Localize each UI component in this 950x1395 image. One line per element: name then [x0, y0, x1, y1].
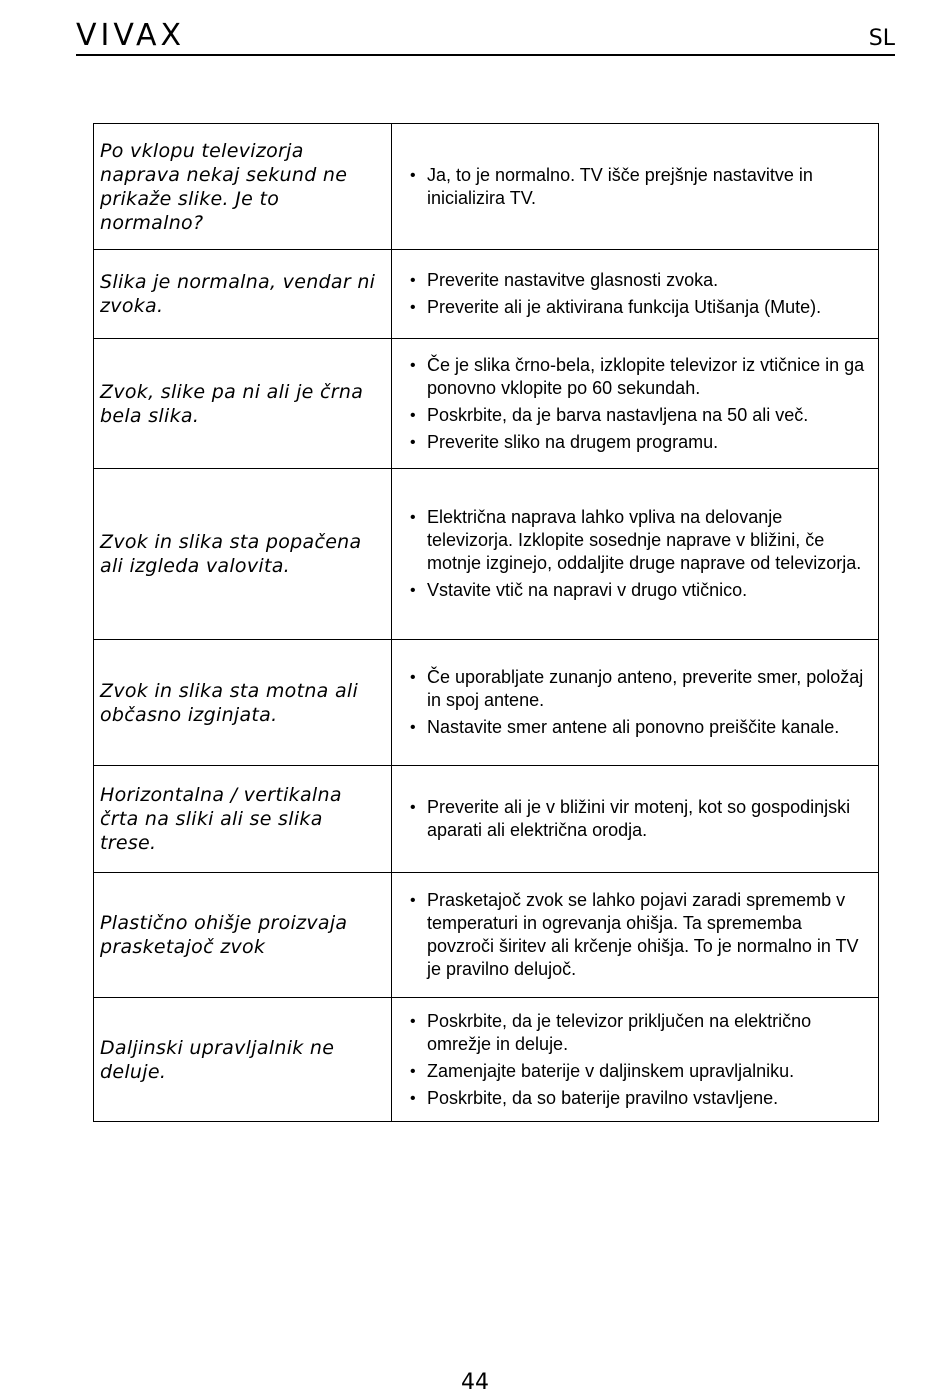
list-item: [410, 1087, 870, 1110]
list-item: [410, 354, 870, 400]
bullet-icon: •: [410, 433, 416, 451]
table-row: [94, 339, 879, 469]
bullet-icon: •: [410, 719, 416, 736]
brand-logo: VIVAX: [76, 18, 186, 53]
list-item: [410, 666, 870, 712]
bullet-icon: •: [410, 166, 416, 184]
bullet-icon: •: [410, 892, 416, 909]
solution-list: [410, 269, 870, 319]
page-header: [76, 16, 895, 56]
solution-text: Če je slika črno-bela, izklopite televizor iz vtičnice in ga ponovno vklopite po 60 sekundah.: [427, 354, 865, 398]
solution-cell: [392, 250, 879, 339]
list-item: [410, 1010, 870, 1056]
solution-list: [410, 164, 870, 210]
list-item: [410, 579, 870, 602]
solution-list: [410, 889, 870, 981]
bullet-icon: •: [410, 1062, 416, 1080]
solution-list: [410, 796, 870, 842]
problem-cell: Zvok in slika sta motna ali občasno izginjata.: [94, 640, 392, 766]
bullet-icon: •: [410, 669, 416, 686]
solution-text: Preverite ali je v bližini vir motenj, kot so gospodinjski aparati ali električna orodja.: [427, 797, 851, 840]
solution-cell: [392, 339, 879, 469]
problem-cell: Po vklopu televizorja naprava nekaj sekund ne prikaže slike. Je to normalno?: [94, 124, 392, 250]
solution-list: [410, 1010, 870, 1110]
solution-text: Preverite ali je aktivirana funkcija Utišanja (Mute).: [427, 297, 822, 317]
problem-cell: Zvok, slike pa ni ali je črna bela slika.: [94, 339, 392, 469]
list-item: [410, 269, 870, 292]
list-item: [410, 296, 870, 319]
bullet-icon: •: [410, 1012, 416, 1030]
bullet-icon: •: [410, 582, 416, 599]
troubleshooting-table: [93, 123, 879, 1122]
problem-cell: Horizontalna / vertikalna črta na sliki ali se slika trese.: [94, 766, 392, 873]
solution-text: Prasketajoč zvok se lahko pojavi zaradi sprememb v temperaturi in ogrevanja ohišja. Ta sprememba povzroči širitev ali krčenje ohišja. To je normalno in TV je pravilno delujoč.: [427, 890, 859, 979]
page-number: 44: [461, 1370, 489, 1395]
list-item: [410, 164, 870, 210]
list-item: [410, 796, 870, 842]
problem-cell: Zvok in slika sta popačena ali izgleda valovita.: [94, 469, 392, 640]
bullet-icon: •: [410, 356, 416, 374]
solution-text: Vstavite vtič na napravi v drugo vtičnico.: [427, 580, 748, 600]
bullet-icon: •: [410, 406, 416, 424]
solution-text: Poskrbite, da je televizor priključen na električno omrežje in deluje.: [427, 1010, 812, 1054]
solution-cell: [392, 469, 879, 640]
solution-text: Poskrbite, da so baterije pravilno vstavljene.: [427, 1087, 779, 1108]
bullet-icon: •: [410, 799, 416, 816]
solution-text: Zamenjajte baterije v daljinskem upravljalniku.: [427, 1060, 795, 1081]
solution-cell: [392, 766, 879, 873]
solution-list: [410, 506, 870, 602]
table-row: [94, 766, 879, 873]
language-code: SL: [868, 26, 895, 51]
list-item: [410, 716, 870, 739]
table-row: [94, 873, 879, 998]
problem-cell: Plastično ohišje proizvaja prasketajoč zvok: [94, 873, 392, 998]
bullet-icon: •: [410, 272, 416, 289]
table-row: [94, 640, 879, 766]
solution-text: Poskrbite, da je barva nastavljena na 50 ali več.: [427, 404, 809, 425]
solution-text: Električna naprava lahko vpliva na delovanje televizorja. Izklopite sosednje naprave v bližini, če motnje izginejo, oddaljite druge naprave od televizorja.: [427, 507, 862, 573]
solution-cell: [392, 640, 879, 766]
list-item: [410, 431, 870, 454]
table-row: [94, 469, 879, 640]
bullet-icon: •: [410, 299, 416, 316]
solution-list: [410, 354, 870, 454]
solution-text: Preverite nastavitve glasnosti zvoka.: [427, 270, 719, 290]
table-row: [94, 998, 879, 1122]
problem-cell: Slika je normalna, vendar ni zvoka.: [94, 250, 392, 339]
table-row: [94, 124, 879, 250]
bullet-icon: •: [410, 1089, 416, 1107]
list-item: [410, 1060, 870, 1083]
list-item: [410, 889, 870, 981]
solution-text: Če uporabljate zunanjo anteno, preverite smer, položaj in spoj antene.: [427, 667, 864, 710]
bullet-icon: •: [410, 509, 416, 526]
list-item: [410, 506, 870, 575]
table-row: [94, 250, 879, 339]
solution-text: Nastavite smer antene ali ponovno preiščite kanale.: [427, 717, 840, 737]
solution-cell: [392, 124, 879, 250]
problem-cell: Daljinski upravljalnik ne deluje.: [94, 998, 392, 1122]
solution-text: Ja, to je normalno. TV išče prejšnje nastavitve in inicializira TV.: [427, 164, 813, 208]
list-item: [410, 404, 870, 427]
solution-cell: [392, 873, 879, 998]
solution-cell: [392, 998, 879, 1122]
solution-list: [410, 666, 870, 739]
solution-text: Preverite sliko na drugem programu.: [427, 431, 719, 452]
